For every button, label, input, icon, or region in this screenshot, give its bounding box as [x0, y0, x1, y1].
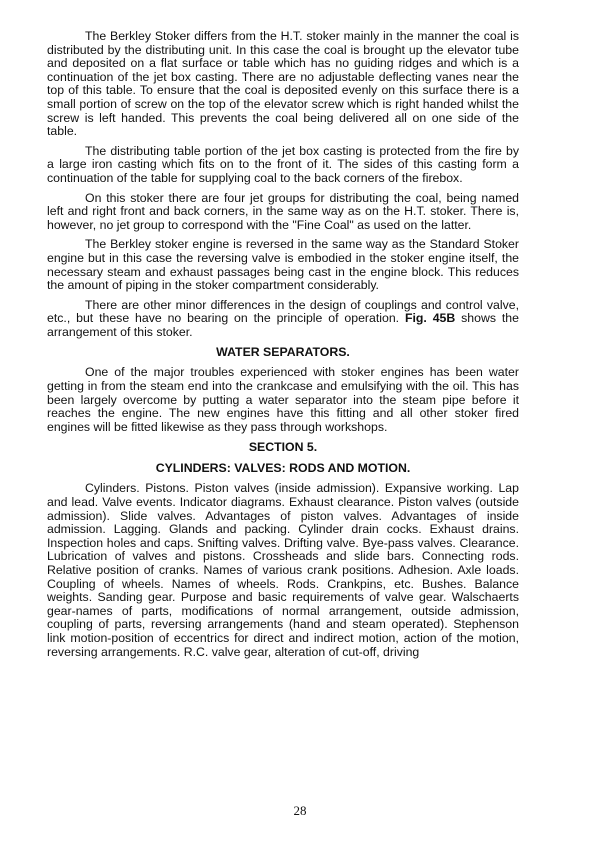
section-subheading: CYLINDERS: VALVES: RODS AND MOTION. [155, 461, 411, 476]
figure-reference: Fig. 45B [404, 311, 456, 326]
paragraph-jet-groups: On this stoker there are four jet groups for distributing the coal, being named left and right front and back corners, in the same way as on the H.T. stoker. There is, however, no jet group to correspond with the "Fine Coal" as used on the latter. [47, 190, 519, 232]
paragraph-distributing-table: The distributing table portion of the jet box casting is protected from the fire by a large iron casting which fits on to the front of it. The sides of this casting form a continuation of the table for supplying coal to the back corners of the firebox. [47, 143, 519, 185]
water-separators-heading: WATER SEPARATORS. [216, 345, 350, 360]
page-number: 28 [293, 803, 307, 818]
paragraph-syllabus: Cylinders. Pistons. Piston valves (inside admission). Expansive working. Lap and lead. Valve events. Indicator diagrams. Exhaust clearance. Piston valves (outside admission). Slide valves. Advantages of piston valves. Advantages of inside admission. Lagging. Glands and packing. Cylinder drain cocks. Exhaust drains. Inspection holes and caps. Snifting valves. Drifting valve. Bye-pass valves. Clearance. Lubrication of valves and pistons. Crossheads and slide bars. Connecting rods. Relative position of cranks. Names of various crank positions. Adhesion. Axle loads. Coupling of wheels. Names of wheels. Rods. Crankpins, etc. Bushes. Balance weights. Sanding gear. Purpose and basic requirements of valve gear. Walschaerts gear-names of parts, modifications of normal arrangement, outside admission, coupling of parts, reversing arrangements (hand and steam operated). Stephenson link motion-position of eccentrics for direct and indirect motion, action of the motion, reversing arrangements. R.C. valve gear, alteration of cut-off, driving [47, 481, 519, 659]
minor-differences-text: There are other minor differences in the design of couplings and control valve, etc., but these have no bearing on the principle of operation. [47, 297, 519, 326]
page-body [47, 30, 519, 665]
paragraph-water-separators: One of the major troubles experienced with stoker engines has been water getting in from the steam end into the crankcase and emulsifying with the oil. This has been largely overcome by putting a water separator into the steam pipe before it reaches the engine. The new engines have this fitting and all other stoker fired engines will be fitted likewise as they pass through workshops. [47, 365, 519, 434]
paragraph-stoker-engine-reversing: The Berkley stoker engine is reversed in the same way as the Standard Stoker engine but in this case the reversing valve is embodied in the stoker engine itself, the necessary steam and exhaust passages being cast in the engine block. This reduces the amount of piping in the stoker compartment considerably. [47, 237, 519, 293]
paragraph-berkley-distribution: The Berkley Stoker differs from the H.T. stoker mainly in the manner the coal is distributed by the distributing unit. In this case the coal is brought up the elevator tube and deposited on a flat surface or table which has no guiding ridges and which is a continuation of the jet box casting. There are no adjustable deflecting vanes near the top of this table. To ensure that the coal is deposited evenly on this surface there is a small portion of screw on the top of the elevator screw which is right handed whilst the screw is left handed. This prevents the coal being delivered all on one side of the table. [47, 29, 519, 139]
minor-differences-text-end: shows the arrangement of this stoker. [47, 311, 519, 339]
section-heading: SECTION 5. [248, 440, 318, 455]
paragraph-minor-differences [47, 299, 519, 340]
